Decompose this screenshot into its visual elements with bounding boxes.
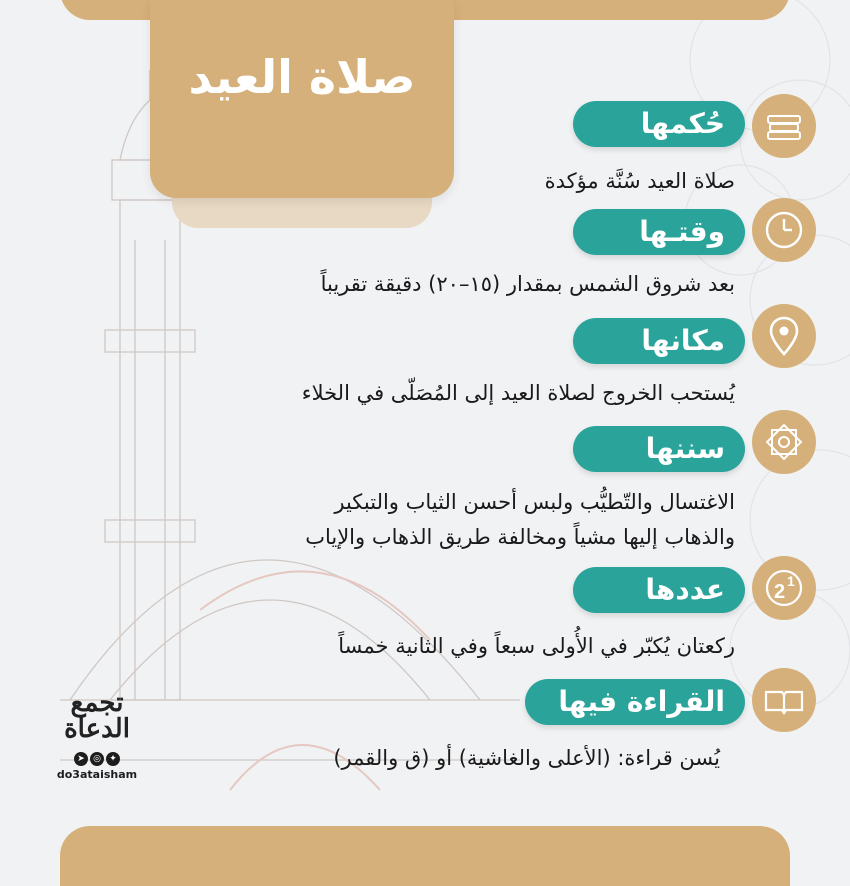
section-heading-place: مكانها (573, 318, 745, 364)
section-heading-count: عددها (573, 567, 745, 613)
telegram-icon: ➤ (74, 752, 88, 766)
logo-handle: do3ataisham (56, 768, 138, 781)
numbers-icon-two: 2 (774, 581, 786, 603)
clock-icon (752, 198, 816, 262)
numbers-icon-one: 1 (787, 573, 795, 589)
open-book-icon (752, 668, 816, 732)
twitter-icon: ✦ (106, 752, 120, 766)
globe-icon: ◎ (90, 752, 104, 766)
ornament-icon (752, 410, 816, 474)
section-heading-ruling: حُكمها (573, 101, 745, 147)
logo-mark: تجمع الدعاة (64, 688, 130, 744)
numbers-icon (752, 556, 816, 620)
section-text-time: بعد شروق الشمس بمقدار (١٥–٢٠) دقيقة تقريباً (320, 272, 735, 296)
section-text-sunnahs-line2: والذهاب إليها مشياً ومخالفة طريق الذهاب والإياب (305, 525, 735, 549)
section-text-recitation: يُسن قراءة: (الأعلى والغاشية) أو (ق والقمر) (333, 746, 720, 770)
section-text-ruling: صلاة العيد سُنَّة مؤكدة (544, 169, 735, 193)
section-text-sunnahs-line1: الاغتسال والتّطيُّب ولبس أحسن الثياب والتبكير (334, 490, 735, 514)
bottom-decor-bar (60, 826, 790, 886)
location-pin-icon (752, 304, 816, 368)
logo (52, 690, 142, 781)
page-title: صلاة العيد (188, 50, 416, 104)
section-heading-time: وقتـها (573, 209, 745, 255)
section-heading-sunnahs: سننها (573, 426, 745, 472)
section-text-count: ركعتان يُكبّر في الأُولى سبعاً وفي الثانية خمساً (338, 634, 735, 658)
section-text-place: يُستحب الخروج لصلاة العيد إلى المُصَلّى في الخلاء (301, 381, 735, 405)
social-icons (52, 746, 142, 766)
books-icon (752, 94, 816, 158)
section-heading-recitation: القراءة فيها (525, 679, 745, 725)
